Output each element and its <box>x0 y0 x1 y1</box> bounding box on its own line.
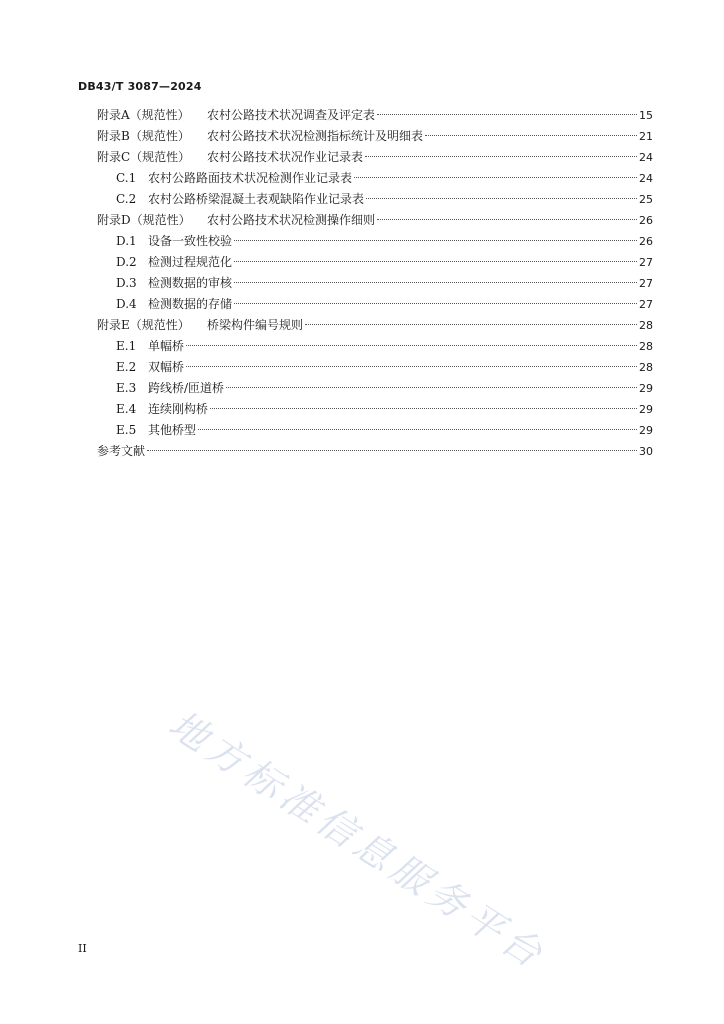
toc-entry-page: 27 <box>639 256 653 269</box>
toc-entry-page: 27 <box>639 298 653 311</box>
dot-leader <box>234 282 637 283</box>
toc-entry-number: E.4 <box>116 402 137 416</box>
dot-leader <box>305 324 637 325</box>
toc-entry-page: 26 <box>639 235 653 248</box>
toc-entry-page: 29 <box>639 424 653 437</box>
toc-entry-page: 28 <box>639 361 653 374</box>
toc-subentry[interactable] <box>116 168 653 188</box>
toc-entry-page: 21 <box>639 130 653 143</box>
dot-leader <box>365 156 637 157</box>
toc-entry-number: D.1 <box>116 234 137 248</box>
toc-entry-title: 农村公路桥梁混凝土表观缺陷作业记录表 <box>148 192 365 206</box>
toc-entry-number: E.1 <box>116 339 137 353</box>
toc-subentry[interactable] <box>116 336 653 356</box>
dot-leader <box>210 408 637 409</box>
toc-entry[interactable] <box>97 105 653 125</box>
toc-entry-number: D.2 <box>116 255 137 269</box>
toc-entry[interactable] <box>97 147 653 167</box>
toc-entry-page: 27 <box>639 277 653 290</box>
toc-entry-title: 检测数据的审核 <box>148 276 233 290</box>
toc-entry-page: 28 <box>639 319 653 332</box>
dot-leader <box>377 114 637 115</box>
toc-subentry[interactable] <box>116 252 653 272</box>
toc-entry-title: 农村公路技术状况作业记录表 <box>207 150 364 164</box>
toc-entry-number: 附录A（规范性） <box>97 108 190 122</box>
toc-entry-title: 设备一致性校验 <box>148 234 233 248</box>
toc-entry-number: 附录B（规范性） <box>97 129 190 143</box>
toc-entry-number: E.2 <box>116 360 137 374</box>
toc-entry-title: 检测数据的存储 <box>148 297 233 311</box>
toc-entry-title: 桥梁构件编号规则 <box>207 318 304 332</box>
toc-entry-number: E.5 <box>116 423 137 437</box>
toc-entry-number: C.1 <box>116 171 137 185</box>
toc-subentry[interactable] <box>116 357 653 377</box>
toc-entry-page: 15 <box>639 109 653 122</box>
toc-entry-references[interactable] <box>97 441 653 461</box>
toc-entry-title: 连续刚构桥 <box>148 402 209 416</box>
dot-leader <box>234 261 637 262</box>
dot-leader <box>186 345 637 346</box>
toc-entry[interactable] <box>97 126 653 146</box>
toc-entry-page: 28 <box>639 340 653 353</box>
toc-entry-title: 农村公路技术状况检测操作细则 <box>207 213 376 227</box>
dot-leader <box>147 450 637 451</box>
toc-subentry[interactable] <box>116 399 653 419</box>
toc-entry-page: 29 <box>639 403 653 416</box>
toc-subentry[interactable] <box>116 294 653 314</box>
toc-entry-page: 26 <box>639 214 653 227</box>
dot-leader <box>377 219 637 220</box>
toc-entry-number: C.2 <box>116 192 137 206</box>
toc-subentry[interactable] <box>116 378 653 398</box>
toc-entry-number: 附录E（规范性） <box>97 318 190 332</box>
dot-leader <box>366 198 637 199</box>
toc-entry-number: 附录D（规范性） <box>97 213 191 227</box>
toc-entry-title: 单幅桥 <box>148 339 185 353</box>
toc-entry-page: 25 <box>639 193 653 206</box>
toc-entry-title: 农村公路路面技术状况检测作业记录表 <box>148 171 353 185</box>
toc-entry-number: 附录C（规范性） <box>97 150 191 164</box>
toc-entry-number: D.4 <box>116 297 137 311</box>
dot-leader <box>186 366 637 367</box>
toc-entry[interactable] <box>97 315 653 335</box>
toc-entry-title: 其他桥型 <box>148 423 197 437</box>
toc-subentry[interactable] <box>116 273 653 293</box>
toc-entry-title: 农村公路技术状况检测指标统计及明细表 <box>207 129 424 143</box>
toc-subentry[interactable] <box>116 420 653 440</box>
toc-entry-title: 农村公路技术状况调查及评定表 <box>207 108 376 122</box>
dot-leader <box>425 135 637 136</box>
dot-leader <box>198 429 637 430</box>
dot-leader <box>234 303 637 304</box>
dot-leader <box>226 387 637 388</box>
toc-entry-title: 检测过程规范化 <box>148 255 233 269</box>
watermark-text: 地方标准信息服务平台 <box>161 701 555 979</box>
toc-entry-title: 跨线桥/匝道桥 <box>148 381 225 395</box>
toc-entry-page: 29 <box>639 382 653 395</box>
toc-entry[interactable] <box>97 210 653 230</box>
toc-subentry[interactable] <box>116 231 653 251</box>
toc-entry-page: 30 <box>639 445 653 458</box>
toc-entry-number: E.3 <box>116 381 137 395</box>
toc-entry-title: 双幅桥 <box>148 360 185 374</box>
document-code-header: DB43/T 3087—2024 <box>78 80 202 93</box>
page-number: II <box>78 942 87 955</box>
toc-entry-page: 24 <box>639 172 653 185</box>
toc-entry-title: 参考文献 <box>97 444 146 458</box>
toc-entry-number: D.3 <box>116 276 137 290</box>
dot-leader <box>354 177 637 178</box>
dot-leader <box>234 240 637 241</box>
toc-subentry[interactable] <box>116 189 653 209</box>
toc-entry-page: 24 <box>639 151 653 164</box>
